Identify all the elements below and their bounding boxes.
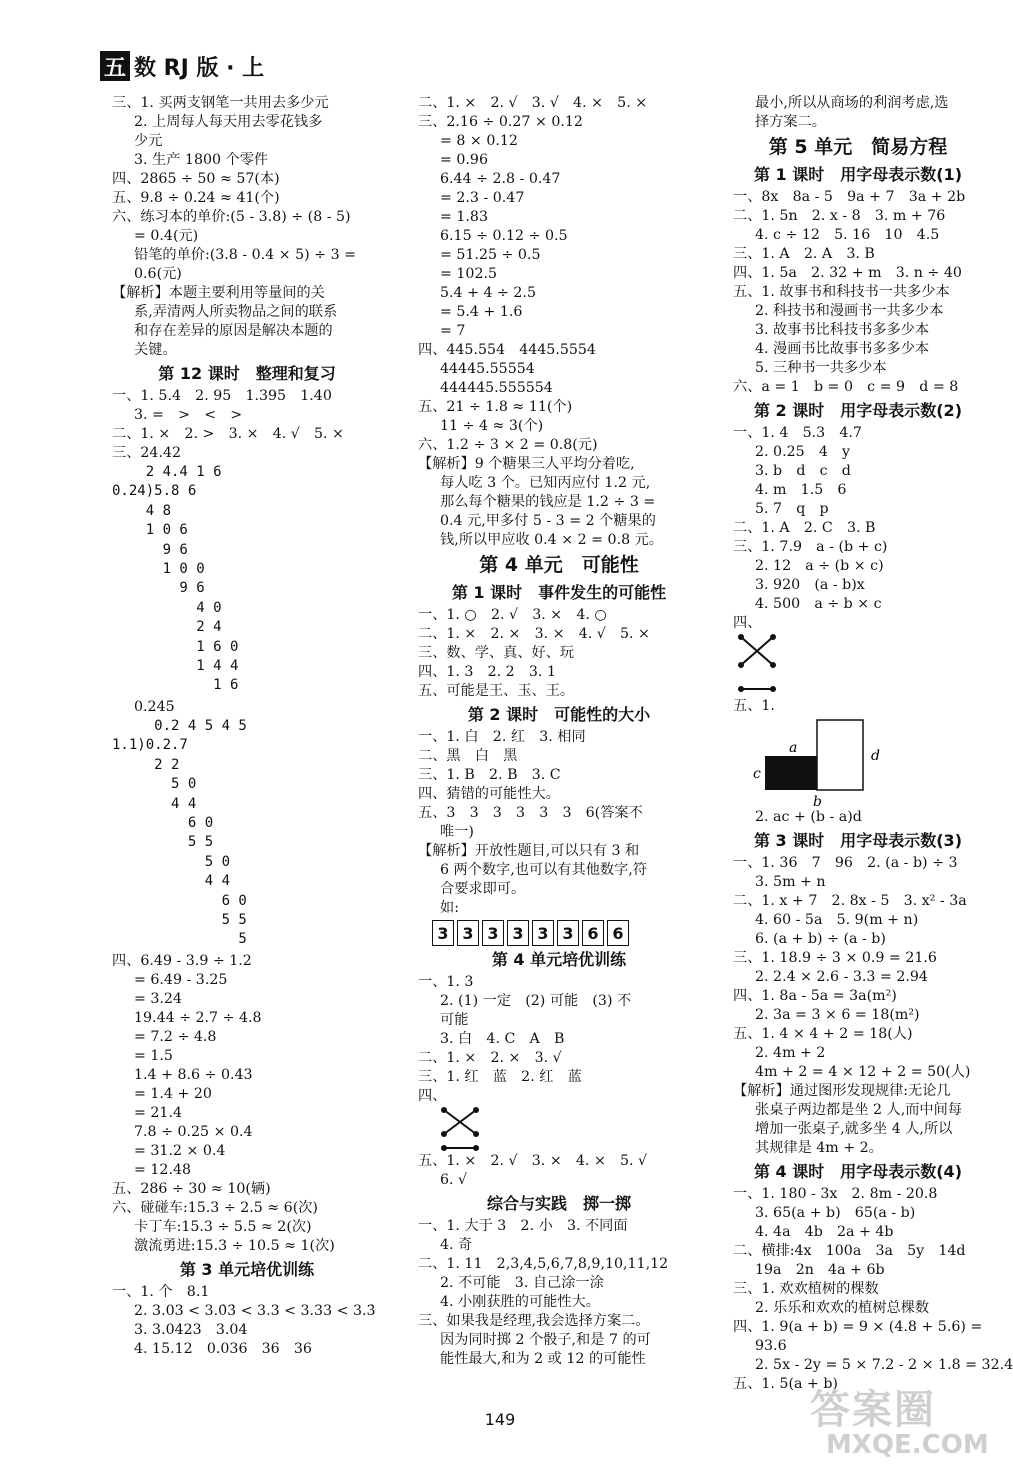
answer-line: = 1.5 bbox=[134, 1047, 173, 1064]
answer-line: 二、1. x + 7 2. 8x - 5 3. x² - 3a bbox=[733, 893, 967, 909]
match-dot bbox=[770, 634, 776, 640]
answer-block bbox=[733, 808, 983, 827]
watermark-logo: 答案圈 bbox=[810, 1387, 936, 1433]
page-header bbox=[100, 48, 264, 84]
answer-line: 【解析】本题主要利用等量间的关 bbox=[112, 285, 325, 301]
answer-line: 2. 0.25 4 y bbox=[755, 444, 851, 460]
answer-line: 五、1. 故事书和科技书一共多少本 bbox=[733, 284, 950, 300]
answer-line: 五、21 ÷ 1.8 ≈ 11(个) bbox=[418, 399, 573, 415]
answer-line: 那么每个糖果的钱应是 1.2 ÷ 3 = bbox=[440, 494, 656, 510]
answer-line: 二、黑 白 黑 bbox=[418, 748, 518, 764]
answer-block bbox=[733, 1185, 1013, 1394]
answer-line: 二、1. × 2. × 3. × 4. √ 5. × bbox=[418, 626, 650, 642]
answer-line: 3. = > < > bbox=[134, 407, 243, 423]
answer-line: 一、1. 个 8.1 bbox=[112, 1283, 210, 1300]
answer-line: 每人吃 3 个。已知丙应付 1.2 元, bbox=[440, 475, 651, 491]
answer-line: 5. 7 q p bbox=[755, 501, 829, 517]
answer-line: 六、碰碰车:15.3 ÷ 2.5 ≈ 6(次) bbox=[112, 1199, 318, 1216]
answer-line: 三、1. 红 蓝 2. 红 蓝 bbox=[418, 1069, 582, 1085]
answer-block bbox=[418, 728, 700, 918]
answer-line: 一、1. 5.4 2. 95 1.395̇ 1.40 bbox=[112, 388, 332, 404]
answer-line: 五、3 3 3 3 3 3 6(答案不 bbox=[418, 805, 643, 821]
answer-line: = 1.83 bbox=[440, 209, 488, 225]
answer-line: 二、1. A 2. C 3. B bbox=[733, 520, 876, 536]
match-dot bbox=[770, 662, 776, 668]
answer-line: 四、 bbox=[418, 1088, 447, 1104]
answer-line: 二、1. 5n 2. x - 8 3. m + 76 bbox=[733, 208, 946, 224]
answer-line: = 102.5 bbox=[440, 266, 498, 282]
match-dot bbox=[441, 1145, 447, 1151]
answer-line: 一、1. 大于 3 2. 小 3. 不同面 bbox=[418, 1218, 628, 1234]
answer-line: = 5.4 + 1.6 bbox=[440, 304, 523, 320]
number-card: 3 bbox=[432, 920, 454, 946]
answer-line: 五、9.8 ÷ 0.24 ≈ 41(个) bbox=[112, 190, 280, 206]
answer-line: = 7 bbox=[440, 323, 466, 339]
answer-line: 7.8 ÷ 0.25 × 0.4 bbox=[134, 1123, 253, 1140]
answer-line: 0.245̇ bbox=[134, 698, 175, 715]
match-dot bbox=[738, 662, 744, 668]
long-division: 0.2 4 5 4 5 1.1)0.2.7 2 2 5 0 4 4 6 0 5 5 5 0 4 4 6 0 5 5 5 bbox=[112, 717, 247, 948]
answer-line: 五、1. 4 × 4 + 2 = 18(人) bbox=[733, 1026, 913, 1042]
answer-line: 3. 920 (a - b)x bbox=[755, 577, 865, 593]
answer-line: 一、1. 180 - 3x 2. 8m - 20.8 bbox=[733, 1186, 938, 1202]
answer-line: 三、1. 7.9 a - (b + c) bbox=[733, 539, 888, 555]
label-c: c bbox=[753, 766, 761, 782]
answer-line: 铅笔的单价:(3.8 - 0.4 × 5) ÷ 3 = bbox=[134, 247, 356, 263]
answer-line: 2. 4m + 2 bbox=[755, 1045, 826, 1061]
answer-line: 择方案二。 bbox=[755, 114, 826, 130]
answer-line: 3. 5m + n bbox=[755, 874, 826, 890]
section-title: 第 4 单元培优训练 bbox=[491, 950, 627, 969]
watermark-url: MXQE.COM bbox=[826, 1430, 989, 1460]
unit-title: 第 5 单元 简易方程 bbox=[768, 136, 948, 158]
answer-line: 四、 bbox=[733, 615, 762, 631]
answer-line: 19a 2n 4a + 6b bbox=[755, 1262, 885, 1278]
answer-line: 【解析】开放性题目,可以只有 3 和 bbox=[418, 843, 640, 859]
answer-line: 3. 生产 1800 个零件 bbox=[134, 152, 269, 168]
match-dot bbox=[473, 1131, 479, 1137]
answer-block bbox=[418, 94, 700, 550]
answer-line: 其规律是 4m + 2。 bbox=[755, 1140, 883, 1156]
answer-line: 6 两个数字,也可以有其他数字,符 bbox=[440, 862, 647, 878]
answer-block bbox=[733, 424, 983, 633]
answer-line: 三、数、学、真、好、玩 bbox=[418, 645, 575, 661]
answer-line: 2. 科技书和漫画书一共多少本 bbox=[755, 303, 944, 319]
long-division: 2 4.4 1 6 0.24)5.8 6 4 8 1 0 6 9 6 1 0 0 9 6 4 0 2 4 1 6 0 1 4 4 1 6 bbox=[112, 464, 239, 694]
answer-line: 4. 4a 4b 2a + 4b bbox=[755, 1224, 894, 1240]
answer-line: 4. 60 - 5a 5. 9(m + n) bbox=[755, 912, 919, 928]
answer-line: 3. b d c d bbox=[755, 463, 851, 479]
section-title: 第 4 课时 用字母表示数(4) bbox=[753, 1162, 963, 1181]
answer-line: = 31.2 × 0.4 bbox=[134, 1142, 226, 1159]
answer-block bbox=[733, 188, 983, 397]
answer-line: = 21.4 bbox=[134, 1104, 182, 1121]
match-dot bbox=[441, 1131, 447, 1137]
number-card: 3 bbox=[557, 920, 579, 946]
answer-line: 五、286 ÷ 30 ≈ 10(辆) bbox=[112, 1180, 271, 1197]
answer-line: 增加一张桌子,就多坐 4 人,所以 bbox=[755, 1121, 953, 1137]
answer-line: 4. 500 a ÷ b × c bbox=[755, 596, 882, 612]
matching-lines-figure bbox=[418, 1106, 498, 1152]
answer-line: 合要求即可。 bbox=[440, 881, 526, 897]
answer-line: 因为同时掷 2 个骰子,和是 7 的可 bbox=[440, 1332, 651, 1348]
answer-line: 2. 不可能 3. 自己涂一涂 bbox=[440, 1275, 604, 1291]
answer-line: 六、a = 1 b = 0 c = 9 d = 8 bbox=[733, 379, 959, 395]
answer-block bbox=[733, 94, 983, 132]
section-title: 第 1 课时 事件发生的可能性 bbox=[451, 583, 667, 602]
answer-line: = 3.24 bbox=[134, 990, 182, 1007]
answer-line: 6. (a + b) ÷ (a - b) bbox=[755, 931, 886, 947]
label-d: d bbox=[871, 748, 880, 764]
answer-line: 二、1. × 2. × 3. √ bbox=[418, 1050, 562, 1066]
match-dot bbox=[738, 686, 744, 692]
answer-line: 四、1. 5a 2. 32 + m 3. n ÷ 40 bbox=[733, 265, 962, 281]
answer-line: 6. √ bbox=[440, 1172, 468, 1188]
answer-line: 五、1. 5(a + b) bbox=[733, 1376, 838, 1392]
answer-block bbox=[112, 1283, 382, 1359]
answer-line: 2. 5x - 2y = 5 × 7.2 - 2 × 1.8 = 32.4 bbox=[755, 1357, 1013, 1373]
answer-line: = 6.49 - 3.25 bbox=[134, 971, 228, 988]
answer-line: 444445.555554 bbox=[440, 380, 553, 396]
answer-line: 三、1. A 2. A 3. B bbox=[733, 246, 875, 262]
section-title: 第 3 单元培优训练 bbox=[179, 1259, 315, 1279]
answer-line: 一、8x 8a - 5 9a + 7 3a + 2b bbox=[733, 189, 966, 205]
answer-line: 五、1. × 2. √ 3. × 4. × 5. √ bbox=[418, 1153, 648, 1169]
answer-line: 三、24.42 bbox=[112, 445, 181, 461]
answer-line: 最小,所以从商场的利润考虑,选 bbox=[755, 95, 949, 111]
answer-line: 5. 三种书一共多少本 bbox=[755, 360, 887, 376]
answer-line: 二、1. 11 2,3,4,5,6,7,8,9,10,11,12 bbox=[418, 1256, 669, 1272]
answer-line: 能性最大,和为 2 或 12 的可能性 bbox=[440, 1351, 646, 1367]
section-title: 第 12 课时 整理和复习 bbox=[158, 364, 336, 383]
rectangle-area-figure bbox=[733, 716, 893, 808]
outline-rectangle bbox=[817, 720, 863, 790]
answer-line: = 8 × 0.12 bbox=[440, 133, 518, 149]
answer-line: 四、445.554 4445.5554 bbox=[418, 342, 596, 358]
number-card: 3 bbox=[507, 920, 529, 946]
answer-line: 卡丁车:15.3 ÷ 5.5 ≈ 2(次) bbox=[134, 1218, 312, 1235]
answer-line: 系,弄清两人所卖物品之间的联系 bbox=[134, 304, 338, 320]
label-b: b bbox=[813, 794, 822, 810]
match-dot bbox=[473, 1107, 479, 1113]
answer-line: = 1.4 + 20 bbox=[134, 1085, 212, 1102]
number-card: 6 bbox=[607, 920, 629, 946]
section-title: 综合与实践 掷一掷 bbox=[486, 1194, 631, 1213]
answer-line: 四、1. 8a - 5a = 3a(m²) bbox=[733, 988, 897, 1004]
answer-line: 张桌子两边都是坐 2 人,而中间每 bbox=[755, 1102, 962, 1118]
answer-line: = 0.96 bbox=[440, 152, 488, 168]
number-cards bbox=[432, 920, 700, 946]
answer-line: 四、1. 9(a + b) = 9 × (4.8 + 5.6) = bbox=[733, 1319, 983, 1335]
answer-line: 四、猜错的可能性大。 bbox=[418, 786, 560, 802]
answer-line: 2. 2.4 × 2.6 - 3.3 = 2.94 bbox=[755, 969, 928, 985]
answer-block bbox=[418, 973, 700, 1106]
answer-line: 二、1. × 2. > 3. × 4. √ 5. × bbox=[112, 426, 344, 442]
answer-line: 二、横排:4x 100a 3a 5y 14d bbox=[733, 1243, 966, 1259]
matching-lines-figure bbox=[733, 633, 853, 697]
answer-line: 可能 bbox=[440, 1012, 469, 1028]
answer-line: 19.44 ÷ 2.7 ÷ 4.8 bbox=[134, 1009, 262, 1026]
section-title: 第 2 课时 用字母表示数(2) bbox=[753, 401, 963, 420]
label-a: a bbox=[789, 740, 798, 756]
answer-line: 一、1. 白 2. 红 3. 相同 bbox=[418, 729, 586, 745]
answer-line: 唯一) bbox=[440, 824, 474, 840]
answer-line: 5.4 + 4 ÷ 2.5 bbox=[440, 285, 536, 301]
unit-title: 第 4 单元 可能性 bbox=[479, 554, 639, 576]
number-card: 3 bbox=[457, 920, 479, 946]
grade-badge: 五 bbox=[100, 51, 130, 81]
match-dot bbox=[738, 634, 744, 640]
column-middle bbox=[418, 94, 700, 1369]
answer-line: 三、1. B 2. B 3. C bbox=[418, 767, 561, 783]
answer-line: 一、1. 36 7 96 2. (a - b) ÷ 3 bbox=[733, 855, 958, 871]
answer-line: 2. 上周每人每天用去零花钱多 bbox=[134, 114, 323, 130]
answer-line: 六、1.2 ÷ 3 × 2 = 0.8(元) bbox=[418, 437, 598, 453]
answer-line: 4. 奇 bbox=[440, 1237, 473, 1253]
section-title: 第 3 课时 用字母表示数(3) bbox=[753, 831, 963, 850]
answer-block bbox=[418, 1152, 700, 1190]
answer-line: 2. 乐乐和欢欢的植树总棵数 bbox=[755, 1300, 930, 1316]
page-number: 149 bbox=[484, 1410, 516, 1429]
answer-block bbox=[112, 94, 382, 360]
answer-line: 六、练习本的单价:(5 - 3.8) ÷ (8 - 5) bbox=[112, 209, 351, 225]
answer-line: 四、1. 3 2. 2 3. 1 bbox=[418, 664, 556, 680]
answer-line: 1.4 + 8.6 ÷ 0.43 bbox=[134, 1066, 253, 1083]
answer-line: 4. 漫画书比故事书多多少本 bbox=[755, 341, 930, 357]
answer-line: 93.6 bbox=[755, 1338, 787, 1354]
answer-line: 4. m 1.5 6 bbox=[755, 482, 847, 498]
answer-line: 4. 15.12 0.036 36 36 bbox=[134, 1340, 312, 1357]
answer-line: 0.6(元) bbox=[134, 266, 182, 282]
number-card: 3 bbox=[532, 920, 554, 946]
answer-line: 二、1. × 2. √ 3. √ 4. × 5. × bbox=[418, 95, 648, 111]
answer-line: 11 ÷ 4 ≈ 3(个) bbox=[440, 418, 544, 434]
answer-line: = 2.3 - 0.47 bbox=[440, 190, 525, 206]
answer-line: 和存在差异的原因是解决本题的 bbox=[134, 323, 333, 339]
answer-line: 2. ac + (b - a)d bbox=[755, 809, 862, 825]
answer-line: 2. 3.03 < 3.0̇3̇ < 3.3 < 3.33 < 3.3̇ bbox=[134, 1302, 376, 1319]
column-right bbox=[733, 94, 1013, 1394]
match-dot bbox=[473, 1145, 479, 1151]
answer-line: 五、1. bbox=[733, 698, 775, 714]
number-card: 6 bbox=[582, 920, 604, 946]
answer-line: 一、1. ○ 2. √ 3. × 4. ○ bbox=[418, 607, 607, 623]
shaded-rectangle bbox=[765, 756, 817, 790]
answer-line: 2. 3a = 3 × 6 = 18(m²) bbox=[755, 1007, 920, 1023]
answer-block bbox=[733, 854, 983, 1158]
answer-line: 3. 3.0423 3.04 bbox=[134, 1321, 248, 1338]
answer-line: 三、1. 买两支钢笔一共用去多少元 bbox=[112, 95, 329, 111]
column-left bbox=[112, 94, 382, 1359]
answer-line: 四、6.49 - 3.9 ÷ 1.2 bbox=[112, 952, 252, 969]
answer-line: 3. 白 4. C A B bbox=[440, 1031, 565, 1047]
match-dot bbox=[441, 1107, 447, 1113]
answer-line: 6.15 ÷ 0.12 ÷ 0.5 bbox=[440, 228, 568, 244]
answer-line: 3. 65(a + b) 65(a - b) bbox=[755, 1205, 916, 1221]
number-card: 3 bbox=[482, 920, 504, 946]
section-title: 第 2 课时 可能性的大小 bbox=[467, 705, 651, 724]
answer-line: = 7.2 ÷ 4.8 bbox=[134, 1028, 217, 1045]
answer-line: 一、1. 4 5.3 4.7 bbox=[733, 425, 862, 441]
answer-line: 2. (1) 一定 (2) 可能 (3) 不 bbox=[440, 993, 632, 1009]
answer-line: 44445.55554 bbox=[440, 361, 535, 377]
answer-line: 关键。 bbox=[134, 342, 177, 358]
answer-line: 4. 小刚获胜的可能性大。 bbox=[440, 1294, 600, 1310]
answer-line: 3. 故事书比科技书多多少本 bbox=[755, 322, 930, 338]
answer-line: 三、2.16 ÷ 0.27 × 0.12 bbox=[418, 114, 583, 130]
answer-block bbox=[418, 606, 700, 701]
answer-line: 三、1. 欢欢植树的棵数 bbox=[733, 1281, 879, 1297]
answer-line: 一、1. 3 bbox=[418, 974, 474, 990]
answer-line: 【解析】9 个糖果三人平均分着吃, bbox=[418, 456, 635, 472]
answer-line: 4. c ÷ 12 5. 16 10 4.5 bbox=[755, 227, 940, 243]
section-title: 第 1 课时 用字母表示数(1) bbox=[753, 165, 963, 184]
answer-line: 五、可能是王、玉、王。 bbox=[418, 683, 575, 699]
answer-line: = 51.25 ÷ 0.5 bbox=[440, 247, 541, 263]
answer-line: 2. 12 a ÷ (b × c) bbox=[755, 558, 884, 574]
answer-line: 三、如果我是经理,我会选择方案二。 bbox=[418, 1313, 650, 1329]
answer-line: 如: bbox=[440, 900, 459, 916]
answer-line: 四、2865 ÷ 50 ≈ 57(本) bbox=[112, 171, 280, 187]
answer-line: = 0.4(元) bbox=[134, 228, 199, 244]
answer-line: 4m + 2 = 4 × 12 + 2 = 50(人) bbox=[755, 1064, 971, 1080]
answer-line: 三、1. 18.9 ÷ 3 × 0.9 = 21.6 bbox=[733, 950, 937, 966]
answer-block bbox=[112, 387, 382, 463]
answer-line: 6.44 ÷ 2.8 - 0.47 bbox=[440, 171, 561, 187]
answer-line: 0.4 元,甲多付 5 - 3 = 2 个糖果的 bbox=[440, 513, 656, 529]
book-title: 数 RJ 版 · 上 bbox=[134, 55, 265, 81]
match-dot bbox=[770, 686, 776, 692]
answer-line: 钱,所以甲应收 0.4 × 2 = 0.8 元。 bbox=[440, 532, 663, 548]
answer-line: = 12.48 bbox=[134, 1161, 192, 1178]
answer-block bbox=[418, 1217, 700, 1369]
answer-block bbox=[112, 952, 382, 1256]
answer-line: 激流勇进:15.3 ÷ 10.5 ≈ 1(次) bbox=[134, 1237, 335, 1254]
answer-line: 少元 bbox=[134, 133, 163, 149]
answer-line: 【解析】通过图形发现规律:无论几 bbox=[733, 1083, 951, 1099]
